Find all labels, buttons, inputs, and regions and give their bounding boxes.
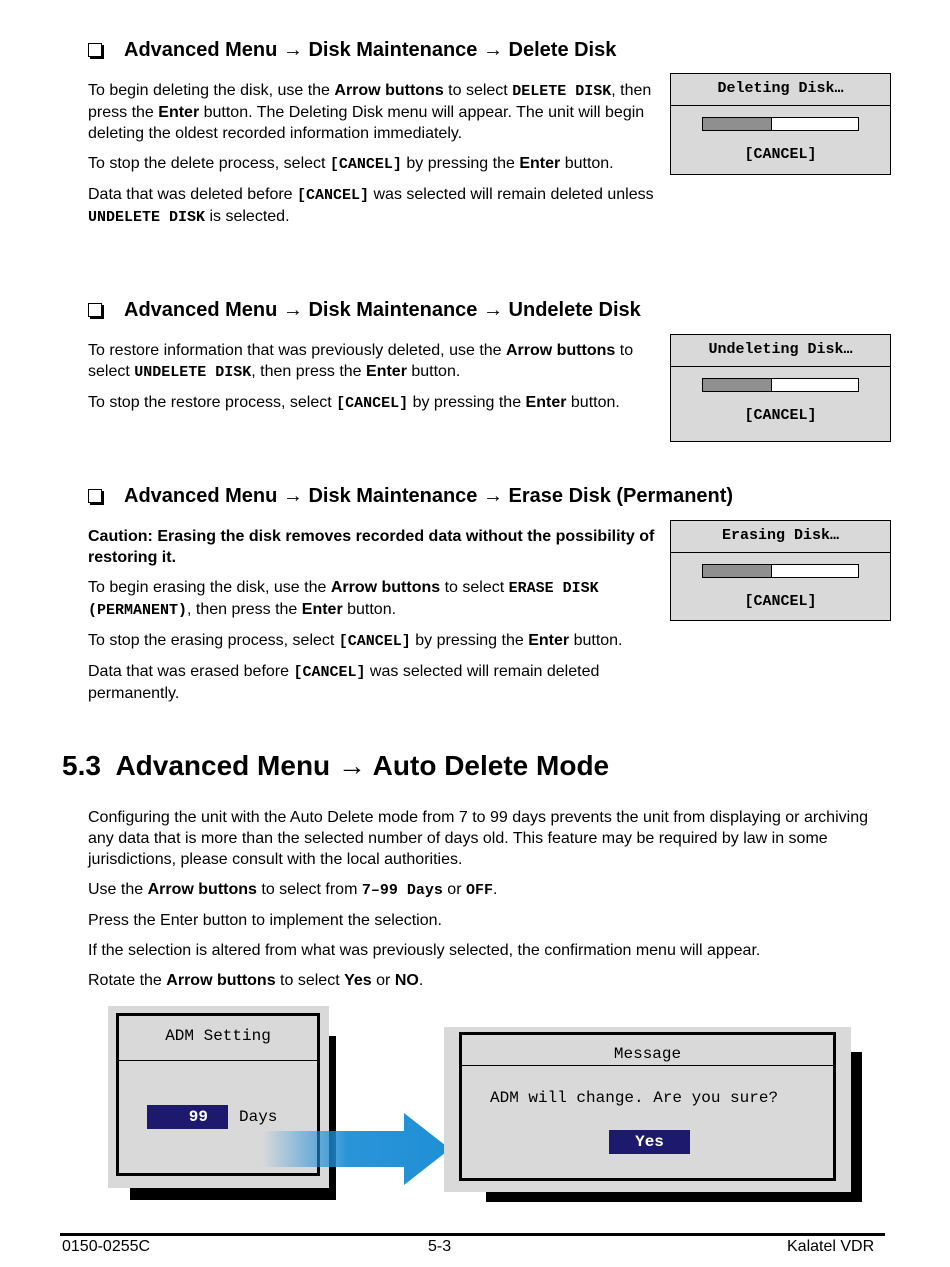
bold-term: Arrow buttons	[506, 342, 616, 359]
paragraph	[88, 879, 888, 901]
deleting-disk-screen	[670, 73, 891, 175]
section-heading-undelete-disk: Advanced Menu → Disk Maintenance → Undelete Disk	[88, 299, 641, 322]
message-screen-frame	[459, 1032, 836, 1181]
adm-days-value[interactable]: 99	[147, 1105, 228, 1129]
text-run: To restore information that was previously deleted, use the	[88, 342, 506, 359]
menu-term: ERASE DISK (PERMANENT)	[88, 580, 599, 619]
text-run: To stop the restore process, select	[88, 394, 337, 411]
erasing-disk-screen	[670, 520, 891, 621]
bold-term: Enter	[301, 601, 343, 618]
progress-bar	[702, 378, 859, 392]
progress-bar	[702, 564, 859, 578]
paragraph	[88, 153, 663, 175]
text-run: to select	[440, 579, 509, 596]
checkbox-bullet-icon	[88, 489, 102, 503]
text-run: To begin deleting the disk, use the	[88, 82, 335, 99]
footer-page-number: 5-3	[428, 1238, 452, 1255]
text-run: was selected will remain deleted unless	[369, 186, 654, 203]
text-run: button.	[566, 394, 620, 411]
text-run: to select	[88, 342, 634, 380]
menu-term: [CANCEL]	[336, 395, 409, 412]
section-title-auto-delete-mode: 5.3 Advanced Menu → Auto Delete Mode	[62, 750, 610, 781]
text-run: button.	[406, 363, 461, 380]
menu-term: UNDELETE DISK	[134, 364, 252, 381]
text-run: Configuring the unit with the Auto Delete mode from 7 to 99 days prevents the unit from displaying or archiving any data that is more than the selected number of days old. This feature may be required by law in some jurisdictions, please consult with the local authorities.	[88, 809, 868, 868]
text-run: , then press the	[251, 363, 367, 380]
cancel-option: [CANCEL]	[744, 146, 817, 163]
text-run: Data that was erased before	[88, 663, 294, 680]
paragraph	[88, 807, 888, 870]
adm-days-unit: Days	[239, 1108, 278, 1126]
text-run: to select from	[256, 881, 362, 898]
checkbox-bullet-icon	[88, 43, 102, 57]
text-run: by pressing the	[408, 394, 526, 411]
progress-fill	[703, 565, 772, 577]
text-run: was selected will remain deleted permanently.	[88, 663, 600, 702]
delete-disk-text	[88, 80, 663, 237]
undeleting-disk-screen	[670, 334, 891, 442]
paragraph	[88, 970, 888, 991]
bold-term: Arrow buttons	[330, 579, 441, 596]
bold-term: Enter	[525, 394, 567, 411]
paragraph	[88, 661, 663, 704]
text-run: To begin erasing the disk, use the	[88, 579, 331, 596]
bold-term: NO	[394, 972, 419, 989]
panel-title: Undeleting Disk…	[671, 335, 890, 367]
text-run: to select	[275, 972, 345, 989]
bold-term: Enter	[366, 363, 407, 380]
progress-bar	[702, 117, 859, 131]
yes-button[interactable]: Yes	[609, 1130, 690, 1154]
text-run: To stop the erasing process, select	[88, 632, 339, 649]
text-run: button. The Deleting Disk menu will appear. The unit will begin deleting the oldest recorded information immediately.	[88, 104, 645, 142]
text-run: button.	[560, 155, 614, 172]
section-heading-delete-disk: Advanced Menu → Disk Maintenance → Delete Disk	[88, 39, 616, 62]
text-run: is selected.	[205, 208, 290, 225]
text-run: by pressing the	[401, 155, 520, 172]
menu-term: [CANCEL]	[338, 633, 411, 650]
text-run: button.	[342, 601, 397, 618]
auto-delete-text	[88, 807, 888, 1000]
menu-term: 7–99 Days	[361, 882, 443, 899]
message-text: ADM will change. Are you sure?	[490, 1089, 779, 1107]
adm-title: ADM Setting	[119, 1016, 317, 1061]
section-heading-erase-disk: Advanced Menu → Disk Maintenance → Erase Disk (Permanent)	[88, 485, 733, 508]
panel-title: Deleting Disk…	[671, 74, 890, 106]
text-run: If the selection is altered from what was previously selected, the confirmation menu will appear.	[88, 942, 761, 959]
menu-term: [CANCEL]	[329, 156, 402, 173]
footer-rule	[60, 1233, 885, 1236]
footer-doc-number: 0150-0255C	[62, 1238, 151, 1255]
text-run: , then press the	[187, 601, 302, 618]
progress-fill	[703, 379, 772, 391]
cancel-option: [CANCEL]	[744, 407, 817, 424]
paragraph	[88, 340, 648, 383]
progress-fill	[703, 118, 772, 130]
text-run: Use the	[88, 881, 148, 898]
erase-disk-text	[88, 526, 663, 713]
menu-term: [CANCEL]	[297, 187, 370, 204]
footer-product-name: Kalatel VDR	[787, 1238, 875, 1255]
bold-term: Arrow buttons	[334, 82, 444, 99]
text-run: To stop the delete process, select	[88, 155, 330, 172]
bold-term: Enter	[158, 104, 200, 121]
bold-term: Enter	[528, 632, 570, 649]
text-run: or	[442, 881, 466, 898]
bold-term: Enter	[519, 155, 561, 172]
bold-term: Arrow buttons	[147, 881, 257, 898]
paragraph	[88, 630, 663, 652]
text-run: .	[493, 881, 498, 898]
text-run: or	[371, 972, 395, 989]
text-run: button.	[569, 632, 623, 649]
paragraph	[88, 577, 663, 621]
undelete-disk-text	[88, 340, 648, 423]
paragraph	[88, 392, 648, 414]
paragraph	[88, 910, 888, 931]
menu-term: OFF	[465, 882, 493, 899]
text-run: Rotate the	[88, 972, 167, 989]
bold-term: Caution: Erasing the disk removes recorded data without the possibility of restoring it.	[88, 528, 655, 566]
text-run: Press the Enter button to implement the selection.	[88, 912, 442, 929]
paragraph	[88, 80, 663, 144]
cancel-option: [CANCEL]	[744, 593, 817, 610]
menu-term: DELETE DISK	[512, 83, 612, 100]
text-run: by pressing the	[410, 632, 529, 649]
bold-term: Yes	[344, 972, 372, 989]
bold-term: Arrow buttons	[166, 972, 276, 989]
menu-term: UNDELETE DISK	[88, 209, 206, 226]
right-arrow-icon	[262, 1110, 452, 1188]
text-run: .	[418, 972, 424, 989]
paragraph	[88, 940, 888, 961]
message-title: Message	[462, 1035, 833, 1066]
paragraph	[88, 526, 663, 568]
checkbox-bullet-icon	[88, 303, 102, 317]
text-run: Data that was deleted before	[88, 186, 298, 203]
paragraph	[88, 184, 663, 228]
panel-title: Erasing Disk…	[671, 521, 890, 553]
menu-term: [CANCEL]	[293, 664, 366, 681]
text-run: , then press the	[88, 82, 652, 121]
text-run: to select	[443, 82, 513, 99]
